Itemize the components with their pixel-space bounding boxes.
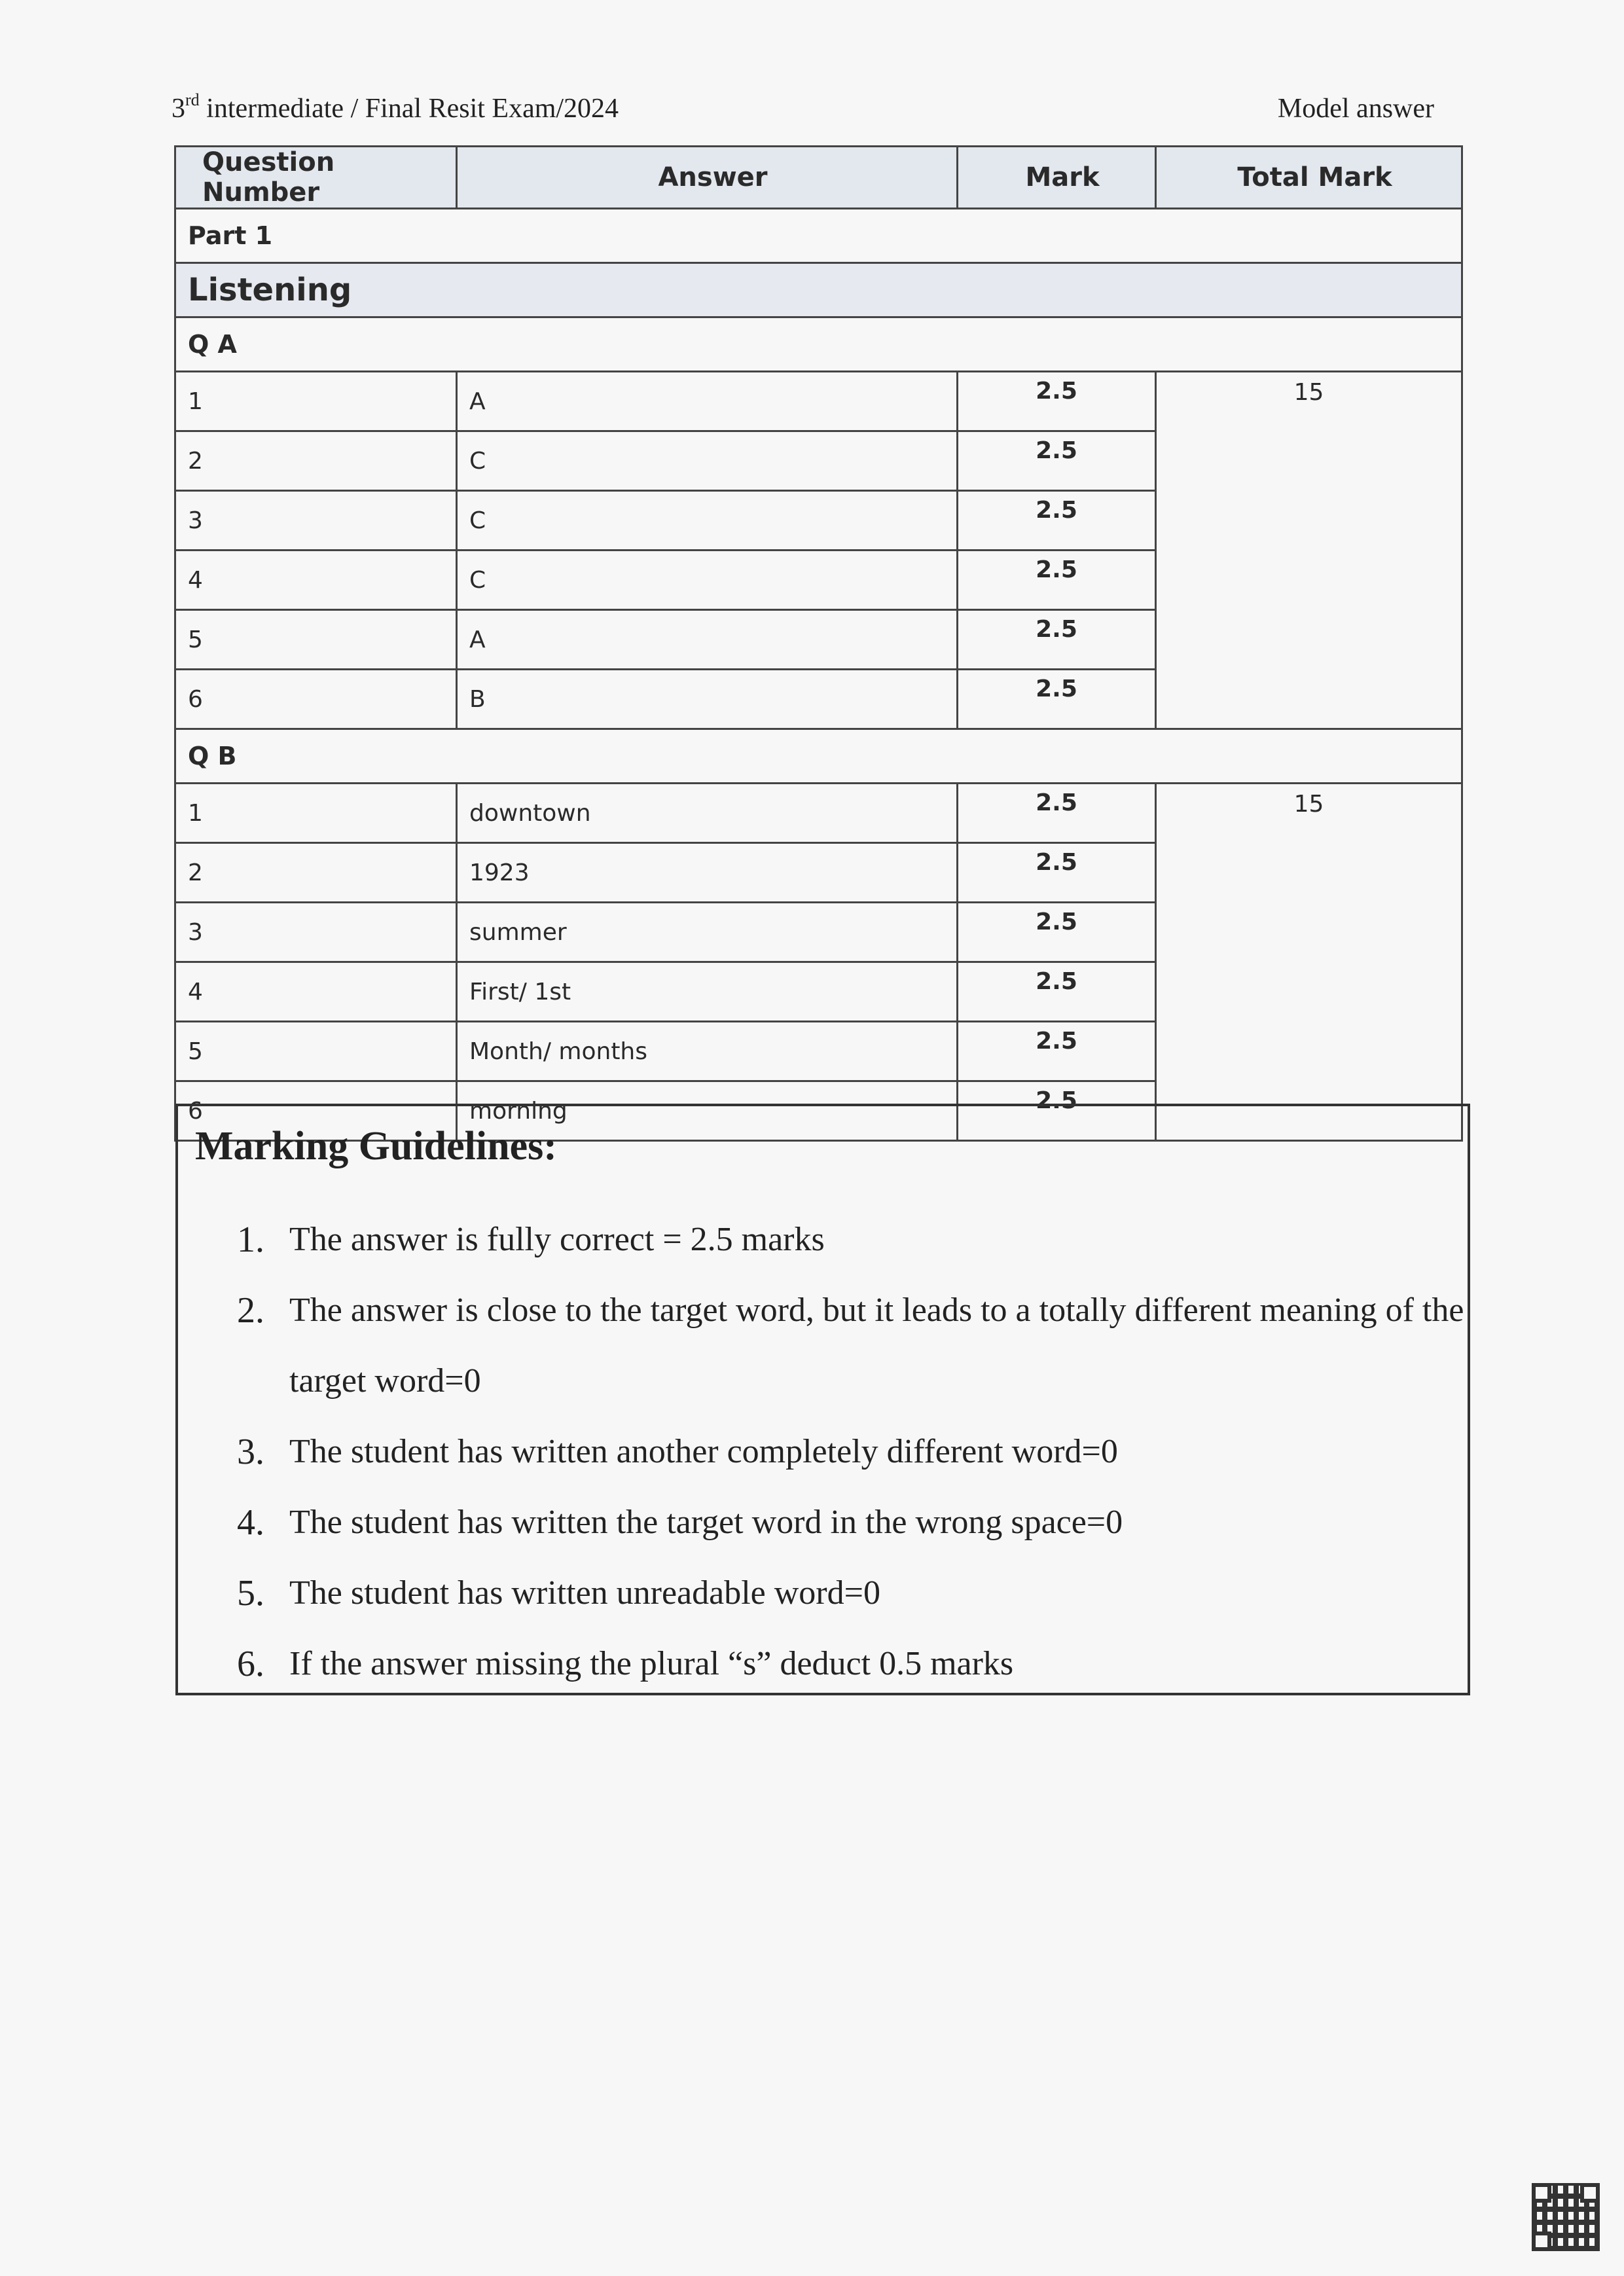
answer-cell: morning bbox=[457, 1081, 958, 1141]
mark-cell: 2.5 bbox=[958, 431, 1156, 491]
mark-cell: 2.5 bbox=[958, 784, 1156, 843]
answer-cell: First/ 1st bbox=[457, 962, 958, 1022]
list-item bbox=[237, 1275, 1468, 1417]
answer-cell: A bbox=[457, 610, 958, 670]
item-text: The student has written another completely different word=0 bbox=[289, 1433, 1118, 1470]
item-number: 6. bbox=[237, 1644, 264, 1684]
item-text: If the answer missing the plural “s” deduct 0.5 marks bbox=[289, 1645, 1014, 1682]
question-group-label: Q A bbox=[175, 317, 1462, 372]
mark-cell: 2.5 bbox=[958, 610, 1156, 670]
answer-cell: C bbox=[457, 551, 958, 610]
question-number: 6 bbox=[175, 1081, 457, 1141]
list-item bbox=[237, 1629, 1468, 1699]
mark-cell: 2.5 bbox=[958, 551, 1156, 610]
question-number: 5 bbox=[175, 1022, 457, 1081]
answer-cell: summer bbox=[457, 903, 958, 962]
item-number: 1. bbox=[237, 1219, 264, 1260]
answer-cell: downtown bbox=[457, 784, 958, 843]
answer-cell: C bbox=[457, 491, 958, 551]
question-group-row bbox=[175, 317, 1462, 372]
question-number: 2 bbox=[175, 843, 457, 903]
qr-code-icon bbox=[1532, 2183, 1600, 2251]
item-text: The answer is fully correct = 2.5 marks bbox=[289, 1221, 825, 1258]
question-group-label: Q B bbox=[175, 729, 1462, 784]
list-item bbox=[237, 1558, 1468, 1629]
model-answer-label: Model answer bbox=[1277, 94, 1434, 124]
part-label: Part 1 bbox=[175, 209, 1462, 263]
mark-cell: 2.5 bbox=[958, 1081, 1156, 1141]
question-number: 4 bbox=[175, 551, 457, 610]
guidelines-list bbox=[237, 1204, 1468, 1699]
question-number: 1 bbox=[175, 372, 457, 431]
answer-key-table bbox=[174, 145, 1463, 1142]
question-number: 1 bbox=[175, 784, 457, 843]
question-number: 3 bbox=[175, 491, 457, 551]
mark-cell: 2.5 bbox=[958, 491, 1156, 551]
table-row bbox=[175, 372, 1462, 431]
question-number: 5 bbox=[175, 610, 457, 670]
item-text: The student has written unreadable word=0 bbox=[289, 1574, 880, 1612]
question-group-row bbox=[175, 729, 1462, 784]
section-label: Listening bbox=[175, 263, 1462, 317]
item-number: 3. bbox=[237, 1432, 264, 1472]
col-question-number: Question Number bbox=[175, 147, 457, 209]
part-row bbox=[175, 209, 1462, 263]
total-mark-cell: 15 bbox=[1156, 372, 1462, 729]
mark-cell: 2.5 bbox=[958, 843, 1156, 903]
item-number: 4. bbox=[237, 1502, 264, 1543]
question-number: 3 bbox=[175, 903, 457, 962]
list-item bbox=[237, 1204, 1468, 1275]
question-number: 2 bbox=[175, 431, 457, 491]
answer-cell: C bbox=[457, 431, 958, 491]
mark-cell: 2.5 bbox=[958, 372, 1156, 431]
item-text: The answer is close to the target word, but it leads to a totally different meaning of the target word=0 bbox=[289, 1292, 1464, 1400]
item-text: The student has written the target word in the wrong space=0 bbox=[289, 1504, 1123, 1541]
answer-cell: B bbox=[457, 670, 958, 729]
col-total-mark: Total Mark bbox=[1156, 147, 1462, 209]
marking-guidelines-box bbox=[175, 1104, 1470, 1695]
answer-cell: 1923 bbox=[457, 843, 958, 903]
mark-cell: 2.5 bbox=[958, 1022, 1156, 1081]
list-item bbox=[237, 1417, 1468, 1487]
item-number: 2. bbox=[237, 1290, 264, 1331]
total-mark-cell: 15 bbox=[1156, 784, 1462, 1141]
answer-cell: A bbox=[457, 372, 958, 431]
mark-cell: 2.5 bbox=[958, 962, 1156, 1022]
list-item bbox=[237, 1487, 1468, 1558]
col-answer: Answer bbox=[457, 147, 958, 209]
item-number: 5. bbox=[237, 1573, 264, 1614]
exam-title: 3rd intermediate / Final Resit Exam/2024 bbox=[171, 90, 619, 124]
question-number: 6 bbox=[175, 670, 457, 729]
table-row bbox=[175, 784, 1462, 843]
col-mark: Mark bbox=[958, 147, 1156, 209]
question-number: 4 bbox=[175, 962, 457, 1022]
table-header-row bbox=[175, 147, 1462, 209]
section-row bbox=[175, 263, 1462, 317]
answer-cell: Month/ months bbox=[457, 1022, 958, 1081]
mark-cell: 2.5 bbox=[958, 903, 1156, 962]
mark-cell: 2.5 bbox=[958, 670, 1156, 729]
guidelines-title: Marking Guidelines: bbox=[195, 1124, 557, 1168]
